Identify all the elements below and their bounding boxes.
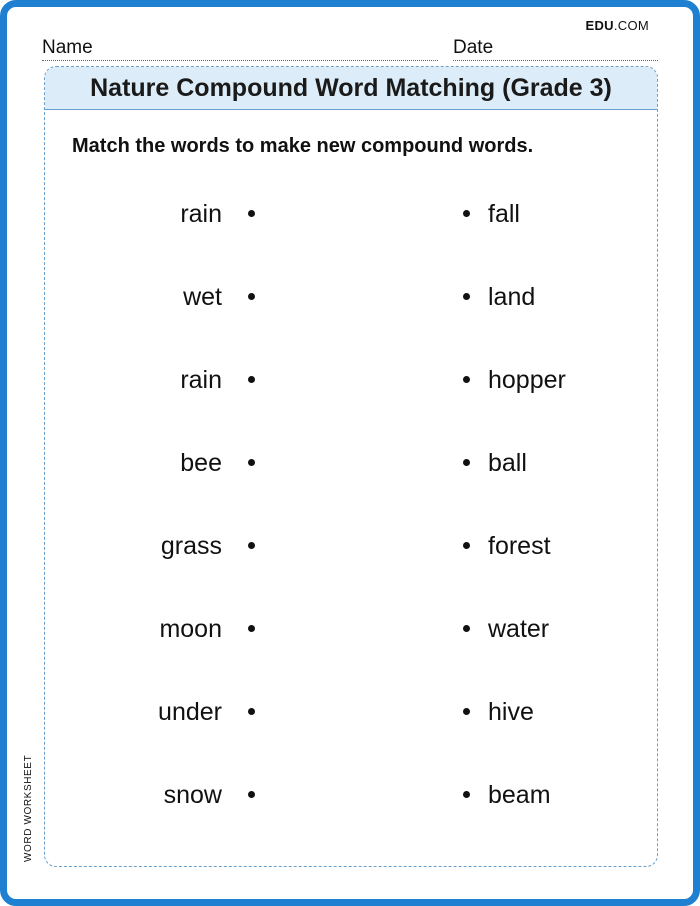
right-dot[interactable] <box>463 376 470 383</box>
left-dot[interactable] <box>248 708 255 715</box>
match-row <box>45 612 658 646</box>
worksheet-card <box>44 66 658 867</box>
match-row <box>45 363 658 397</box>
left-dot[interactable] <box>248 542 255 549</box>
right-word: fall <box>488 200 520 228</box>
matching-pairs <box>45 67 658 867</box>
left-word: rain <box>180 366 222 394</box>
left-dot[interactable] <box>248 293 255 300</box>
match-row <box>45 446 658 480</box>
left-word: grass <box>160 532 222 560</box>
name-field[interactable] <box>42 37 438 59</box>
worksheet-title: Nature Compound Word Matching (Grade 3) <box>45 67 657 110</box>
right-word: beam <box>488 781 551 809</box>
match-row <box>45 280 658 314</box>
right-dot[interactable] <box>463 459 470 466</box>
name-line <box>42 60 438 61</box>
date-line <box>453 60 658 61</box>
left-dot[interactable] <box>248 459 255 466</box>
brand-logo: EDU.COM <box>585 18 649 33</box>
right-dot[interactable] <box>463 542 470 549</box>
right-word: hive <box>488 698 534 726</box>
instructions: Match the words to make new compound words. <box>72 135 534 157</box>
right-dot[interactable] <box>463 293 470 300</box>
left-dot[interactable] <box>248 210 255 217</box>
right-word: hopper <box>488 366 566 394</box>
name-label: Name <box>42 37 93 58</box>
side-label: WORD WORKSHEET <box>23 754 34 862</box>
match-row <box>45 778 658 812</box>
left-word: wet <box>183 283 222 311</box>
right-word: land <box>488 283 536 311</box>
date-field[interactable] <box>453 37 658 59</box>
right-word: ball <box>488 449 527 477</box>
match-row <box>45 695 658 729</box>
match-row <box>45 197 658 231</box>
match-row <box>45 529 658 563</box>
right-dot[interactable] <box>463 791 470 798</box>
left-word: bee <box>180 449 222 477</box>
left-dot[interactable] <box>248 625 255 632</box>
date-label: Date <box>453 37 494 58</box>
right-dot[interactable] <box>463 625 470 632</box>
right-word: forest <box>488 532 551 560</box>
right-dot[interactable] <box>463 210 470 217</box>
right-word: water <box>488 615 550 643</box>
left-word: rain <box>180 200 222 228</box>
left-word: moon <box>159 615 222 643</box>
left-word: under <box>158 698 222 726</box>
left-dot[interactable] <box>248 791 255 798</box>
left-dot[interactable] <box>248 376 255 383</box>
left-word: snow <box>163 781 222 809</box>
right-dot[interactable] <box>463 708 470 715</box>
